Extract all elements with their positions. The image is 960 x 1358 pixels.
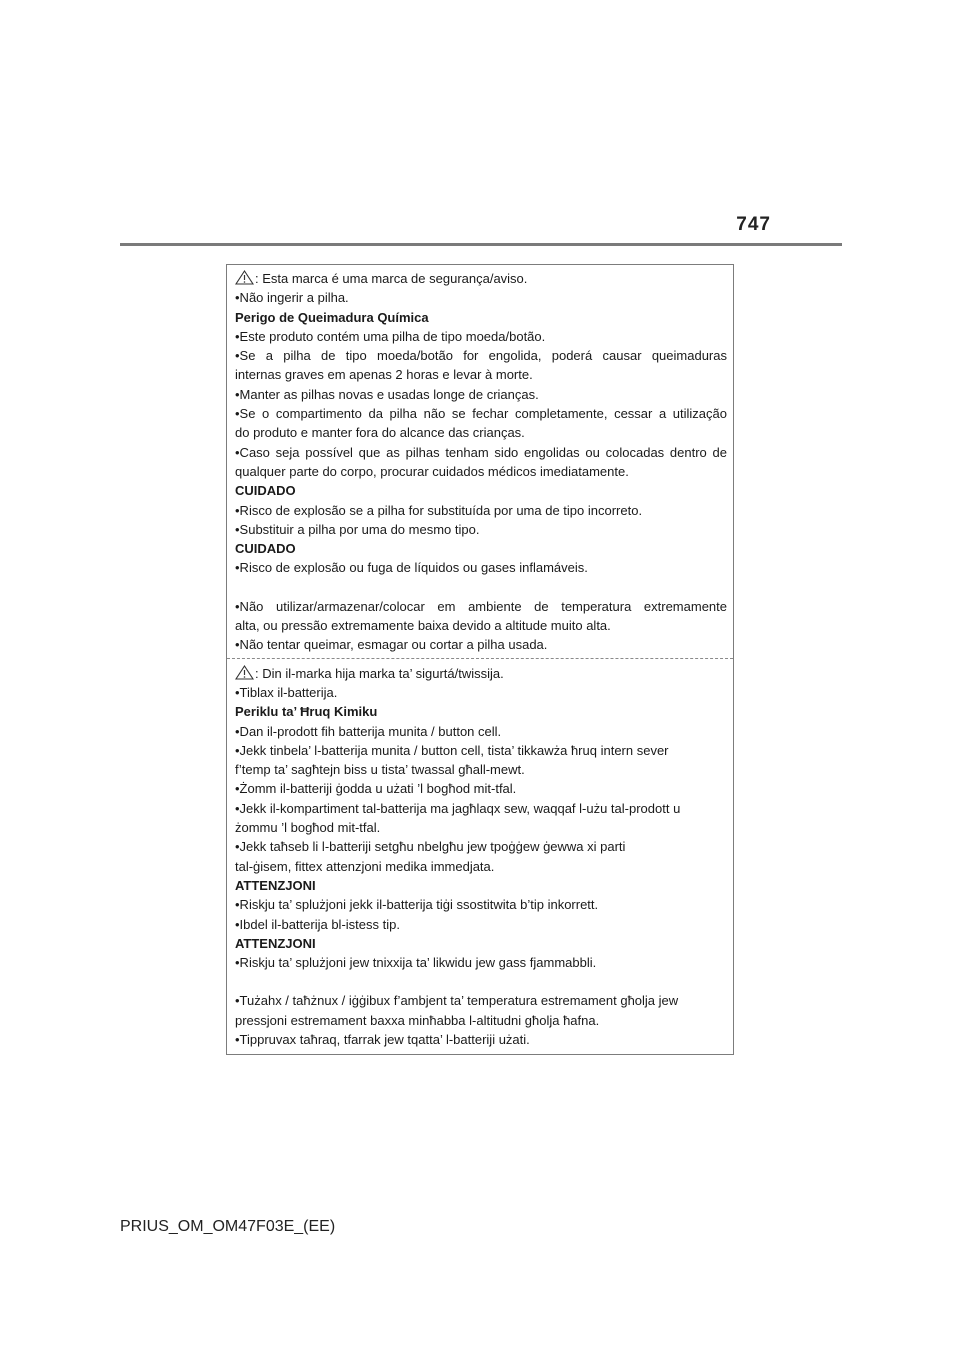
temperature-line-continued: pressjoni estremament baxxa minħabba l-altitudni għolja ħafna.	[235, 1012, 600, 1028]
safety-mark-line	[235, 269, 727, 288]
contains-cell-line: •Dan il-prodott fih batterija munita / button cell.	[235, 723, 502, 739]
no-burn-line: •Tippruvax taħraq, tfarrak jew tqatta’ l-batteriji użati.	[235, 1031, 530, 1047]
temperature-line: •Não utilizar/armazenar/colocar em ambiente de temperatura extremamente	[235, 598, 727, 614]
battery-warning-box	[226, 264, 734, 1055]
compartment-line: •Se o compartimento da pilha não se fechar completamente, cessar a utilização	[235, 406, 727, 422]
replace-same-line: •Ibdel il-batterija bl-istess tip.	[235, 916, 400, 932]
caution-heading-1: CUIDADO	[235, 483, 296, 499]
replace-same-line: •Substituir a pilha por uma do mesmo tipo.	[235, 521, 480, 537]
footer-document-code: PRIUS_OM_OM47F03E_(EE)	[120, 1218, 336, 1235]
safety-mark-text: : Din il-marka hija marka ta’ sigurtá/twissija.	[255, 665, 504, 681]
explosion-incorrect-line: •Riskju ta’ splużjoni jekk il-batterija tiġi ssostitwita b’tip inkorrett.	[235, 897, 599, 913]
contains-cell-line: •Este produto contém uma pilha de tipo moeda/botão.	[235, 328, 546, 344]
page-number: 747	[736, 214, 771, 235]
caution-heading-2: CUIDADO	[235, 541, 296, 557]
explosion-leak-line: •Risco de explosão ou fuga de líquidos ou gases inflamáveis.	[235, 560, 588, 576]
portuguese-section	[227, 269, 733, 655]
no-ingest-line: •Não ingerir a pilha.	[235, 290, 349, 306]
swallowed-line: •Jekk tinbela’ l-batterija munita / button cell, tista’ tikkawża ħruq intern sever	[235, 742, 669, 758]
warning-triangle-icon	[235, 665, 254, 680]
swallowed-line: •Se a pilha de tipo moeda/botão for engolida, poderá causar queimaduras	[235, 348, 727, 364]
caution-heading-2: ATTENZJONI	[235, 935, 316, 951]
explosion-leak-line: •Riskju ta’ splużjoni jew tnixxija ta’ likwidu jew gass fjammabbli.	[235, 955, 597, 971]
spacer	[235, 972, 727, 991]
no-ingest-line: •Tiblax il-batterija.	[235, 684, 338, 700]
keep-away-line: •Żomm il-batteriji ġodda u użati ’l bogħod mit-tfal.	[235, 781, 517, 797]
safety-mark-line	[235, 664, 727, 683]
keep-away-line: •Manter as pilhas novas e usadas longe de crianças.	[235, 386, 539, 402]
maltese-section	[227, 658, 733, 1050]
burn-hazard-heading: Periklu ta’ Ħruq Kimiku	[235, 704, 378, 720]
warning-triangle-icon	[235, 270, 254, 285]
swallowed-line-continued: f’temp ta’ sagħtejn biss u tista’ twassal għall-mewt.	[235, 762, 525, 778]
temperature-line: •Tużahx / taħżnux / iġġibux f’ambjent ta’ temperatura estremament għolja jew	[235, 993, 679, 1009]
no-burn-line: •Não tentar queimar, esmagar ou cortar a pilha usada.	[235, 637, 548, 653]
explosion-incorrect-line: •Risco de explosão se a pilha for substituída por uma de tipo incorreto.	[235, 502, 643, 518]
header-rule	[120, 243, 842, 246]
safety-mark-text: : Esta marca é uma marca de segurança/aviso.	[255, 271, 528, 286]
compartment-line: •Jekk il-kompartiment tal-batterija ma jagħlaqx sew, waqqaf l-użu tal-prodott u	[235, 800, 681, 816]
suspect-swallow-line-continued: qualquer parte do corpo, procurar cuidados médicos imediatamente.	[235, 463, 629, 479]
caution-heading-1: ATTENZJONI	[235, 877, 316, 893]
suspect-swallow-line-continued: tal-ġisem, fittex attenzjoni medika immedjata.	[235, 858, 495, 874]
compartment-line-continued: żommu ’l bogħod mit-tfal.	[235, 820, 381, 836]
suspect-swallow-line: •Jekk taħseb li l-batteriji setgħu nbelgħu jew tpoġġew ġewwa xi parti	[235, 839, 626, 855]
swallowed-line-continued: internas graves em apenas 2 horas e levar à morte.	[235, 367, 533, 383]
compartment-line-continued: do produto e manter fora do alcance das crianças.	[235, 425, 525, 441]
temperature-line-continued: alta, ou pressão extremamente baixa devido a altitude muito alta.	[235, 618, 611, 634]
burn-hazard-heading: Perigo de Queimadura Química	[235, 309, 429, 325]
suspect-swallow-line: •Caso seja possível que as pilhas tenham sido engolidas ou colocadas dentro de	[235, 444, 727, 460]
spacer	[235, 578, 727, 597]
